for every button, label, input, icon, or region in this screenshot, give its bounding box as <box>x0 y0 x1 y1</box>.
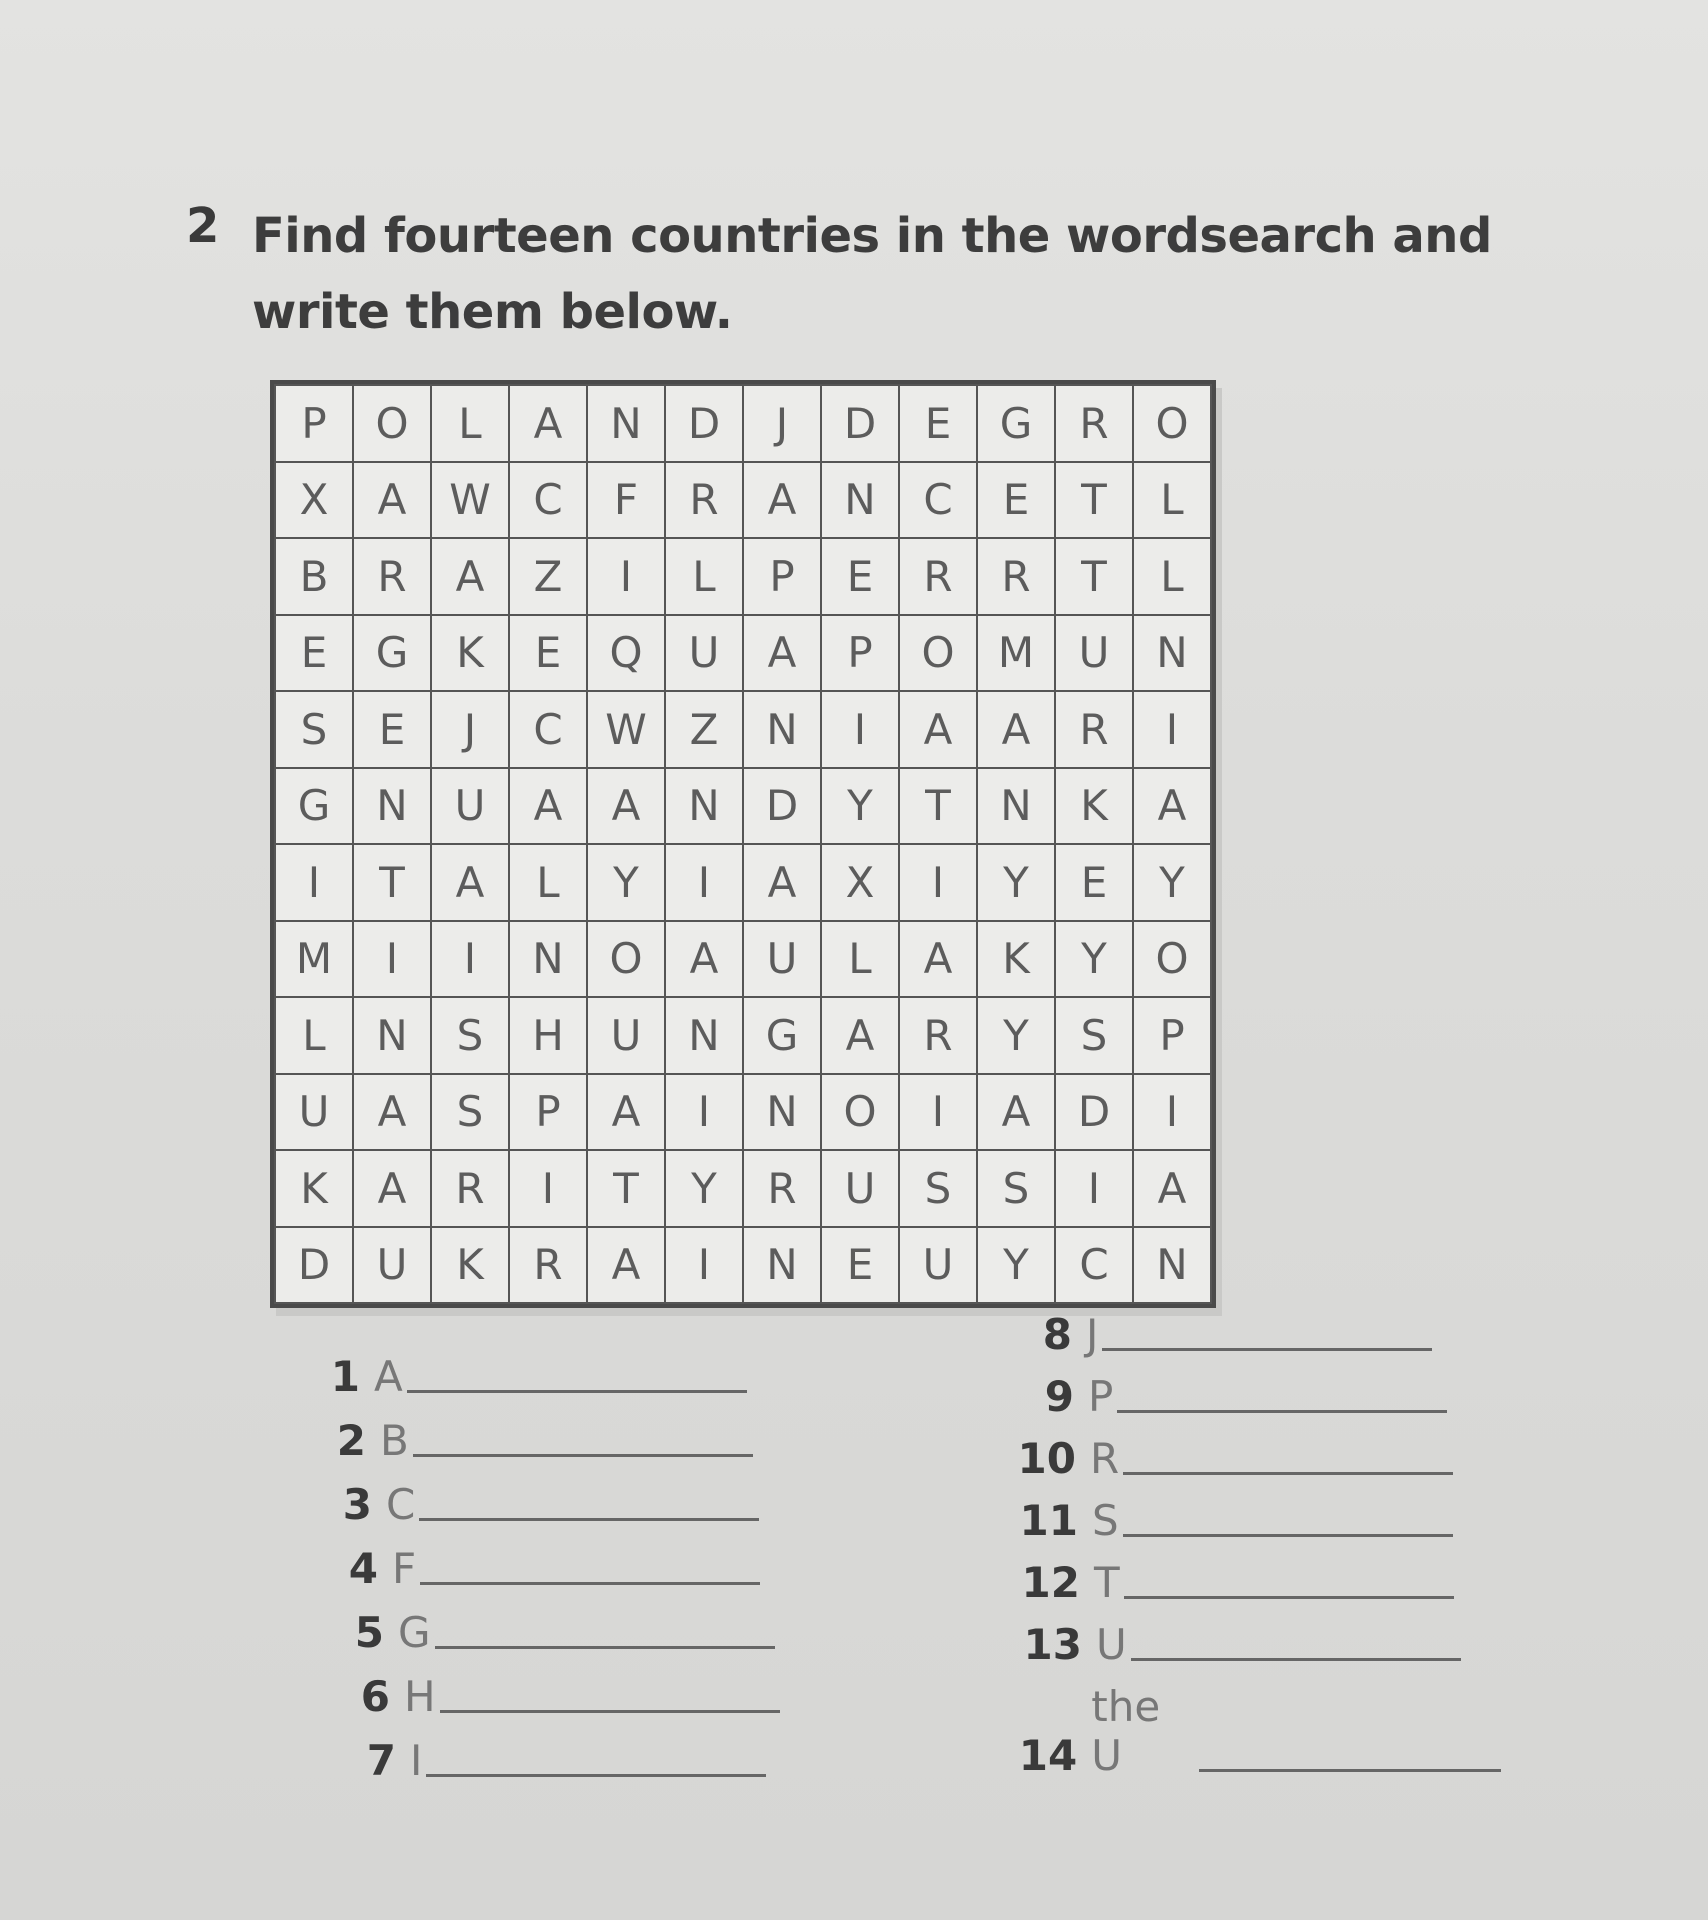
grid-cell[interactable]: L <box>509 844 587 921</box>
grid-cell[interactable]: K <box>275 1150 353 1227</box>
answer-number: 3 <box>342 1480 372 1529</box>
grid-cell[interactable]: A <box>431 538 509 615</box>
grid-cell[interactable]: J <box>431 691 509 768</box>
grid-cell[interactable]: N <box>977 768 1055 845</box>
grid-row <box>275 768 1211 845</box>
grid-cell[interactable]: N <box>353 768 431 845</box>
answer-blank-line[interactable] <box>420 1582 760 1585</box>
grid-cell[interactable]: C <box>899 462 977 539</box>
grid-cell[interactable]: L <box>665 538 743 615</box>
grid-cell[interactable]: A <box>353 1150 431 1227</box>
grid-cell[interactable]: P <box>509 1074 587 1151</box>
answer-number: 14 <box>1018 1731 1078 1780</box>
grid-cell[interactable]: O <box>899 615 977 692</box>
grid-cell[interactable]: L <box>1133 538 1211 615</box>
grid-cell[interactable]: A <box>977 691 1055 768</box>
grid-cell[interactable]: L <box>1133 462 1211 539</box>
grid-cell[interactable]: U <box>353 1227 431 1304</box>
answer-item <box>1002 1620 1461 1669</box>
grid-cell[interactable]: Q <box>587 615 665 692</box>
answer-number: 6 <box>360 1672 390 1721</box>
answer-number: 1 <box>330 1352 360 1401</box>
answer-item <box>330 1672 780 1721</box>
grid-cell[interactable]: M <box>275 921 353 998</box>
grid-cell[interactable]: E <box>821 1227 899 1304</box>
grid-row <box>275 691 1211 768</box>
grid-cell[interactable]: P <box>821 615 899 692</box>
grid-cell[interactable]: W <box>431 462 509 539</box>
grid-cell[interactable]: A <box>899 691 977 768</box>
grid-cell[interactable]: X <box>821 844 899 921</box>
answer-number: 9 <box>1044 1372 1074 1421</box>
grid-row <box>275 1074 1211 1151</box>
answer-item <box>336 1736 766 1785</box>
grid-cell[interactable]: N <box>665 997 743 1074</box>
answer-number: 7 <box>366 1736 396 1785</box>
grid-cell[interactable]: E <box>977 462 1055 539</box>
grid-cell[interactable]: Y <box>1133 844 1211 921</box>
grid-cell[interactable]: I <box>1133 691 1211 768</box>
grid-cell[interactable]: G <box>977 385 1055 462</box>
answer-initial-letter: U <box>1096 1620 1127 1669</box>
grid-cell[interactable]: A <box>1133 1150 1211 1227</box>
grid-cell[interactable]: U <box>665 615 743 692</box>
grid-cell[interactable]: L <box>821 921 899 998</box>
grid-cell[interactable]: K <box>977 921 1055 998</box>
answer-item <box>1004 1682 1501 1780</box>
grid-cell[interactable]: A <box>587 768 665 845</box>
grid-cell[interactable]: O <box>821 1074 899 1151</box>
grid-cell[interactable]: T <box>587 1150 665 1227</box>
grid-cell[interactable]: A <box>431 844 509 921</box>
grid-cell[interactable]: E <box>821 538 899 615</box>
grid-cell[interactable]: D <box>743 768 821 845</box>
grid-cell[interactable]: A <box>353 1074 431 1151</box>
grid-cell[interactable]: Y <box>665 1150 743 1227</box>
grid-cell[interactable]: C <box>509 462 587 539</box>
grid-cell[interactable]: N <box>1133 615 1211 692</box>
answer-number: 5 <box>354 1608 384 1657</box>
grid-cell[interactable]: R <box>353 538 431 615</box>
answer-initial-letter: T <box>1094 1558 1120 1607</box>
answer-blank-line[interactable] <box>1102 1348 1432 1351</box>
grid-cell[interactable]: A <box>509 385 587 462</box>
grid-cell[interactable]: T <box>1055 462 1133 539</box>
grid-cell[interactable]: T <box>1055 538 1133 615</box>
grid-cell[interactable]: A <box>587 1227 665 1304</box>
grid-cell[interactable]: R <box>509 1227 587 1304</box>
exercise-number: 2 <box>186 198 220 254</box>
grid-cell[interactable]: Y <box>587 844 665 921</box>
grid-row <box>275 997 1211 1074</box>
grid-cell[interactable]: S <box>1055 997 1133 1074</box>
grid-cell[interactable]: I <box>821 691 899 768</box>
grid-cell[interactable]: Y <box>977 844 1055 921</box>
answer-item <box>312 1480 759 1529</box>
grid-cell[interactable]: J <box>743 385 821 462</box>
grid-cell[interactable]: I <box>587 538 665 615</box>
grid-cell[interactable]: E <box>275 615 353 692</box>
answer-number: 8 <box>1042 1310 1072 1359</box>
grid-cell[interactable]: S <box>431 1074 509 1151</box>
grid-cell[interactable]: N <box>353 997 431 1074</box>
grid-cell[interactable]: N <box>1133 1227 1211 1304</box>
grid-cell[interactable]: G <box>353 615 431 692</box>
grid-cell[interactable]: E <box>1055 844 1133 921</box>
answer-number: 11 <box>1019 1496 1078 1545</box>
answer-initial-letter: C <box>386 1480 416 1529</box>
answer-initial-letter: the U <box>1091 1682 1161 1780</box>
grid-cell[interactable]: R <box>665 462 743 539</box>
grid-cell[interactable]: I <box>665 1074 743 1151</box>
grid-cell[interactable]: W <box>587 691 665 768</box>
grid-cell[interactable]: X <box>275 462 353 539</box>
grid-cell[interactable]: A <box>743 462 821 539</box>
answer-item <box>306 1416 753 1465</box>
grid-cell[interactable]: C <box>1055 1227 1133 1304</box>
answer-blank-line[interactable] <box>1117 1410 1447 1413</box>
grid-cell[interactable]: G <box>743 997 821 1074</box>
grid-cell[interactable]: N <box>509 921 587 998</box>
grid-cell[interactable]: O <box>1133 385 1211 462</box>
answer-blank-line[interactable] <box>435 1646 775 1649</box>
grid-cell[interactable]: I <box>1133 1074 1211 1151</box>
wordsearch-grid <box>270 380 1216 1308</box>
grid-cell[interactable]: Y <box>821 768 899 845</box>
answer-blank-line[interactable] <box>419 1518 759 1521</box>
grid-cell[interactable]: R <box>899 538 977 615</box>
grid-cell[interactable]: C <box>509 691 587 768</box>
grid-cell[interactable]: M <box>977 615 1055 692</box>
grid-cell[interactable]: U <box>821 1150 899 1227</box>
grid-cell[interactable]: R <box>977 538 1055 615</box>
grid-cell[interactable]: Y <box>1055 921 1133 998</box>
grid-cell[interactable]: F <box>587 462 665 539</box>
grid-cell[interactable]: U <box>743 921 821 998</box>
grid-cell[interactable]: I <box>899 844 977 921</box>
answer-blank-line[interactable] <box>413 1454 753 1457</box>
grid-cell[interactable]: S <box>977 1150 1055 1227</box>
grid-cell[interactable]: A <box>587 1074 665 1151</box>
grid-cell[interactable]: K <box>431 615 509 692</box>
grid-cell[interactable]: K <box>1055 768 1133 845</box>
grid-row <box>275 385 1211 462</box>
answer-initial-letter: R <box>1090 1434 1120 1483</box>
answer-item <box>992 1310 1432 1359</box>
answer-initial-letter: H <box>404 1672 436 1721</box>
grid-cell[interactable]: R <box>1055 691 1133 768</box>
answer-blank-line[interactable] <box>440 1710 780 1713</box>
grid-row <box>275 615 1211 692</box>
answer-initial-letter: B <box>380 1416 409 1465</box>
grid-cell[interactable]: H <box>509 997 587 1074</box>
answer-blank-line[interactable] <box>1123 1534 1453 1537</box>
answer-number: 4 <box>348 1544 378 1593</box>
grid-cell[interactable]: D <box>275 1227 353 1304</box>
grid-row <box>275 1150 1211 1227</box>
grid-cell[interactable]: B <box>275 538 353 615</box>
answer-blank-line[interactable] <box>1124 1596 1454 1599</box>
grid-cell[interactable]: S <box>899 1150 977 1227</box>
grid-row <box>275 1227 1211 1304</box>
grid-cell[interactable]: E <box>509 615 587 692</box>
answer-number: 13 <box>1023 1620 1082 1669</box>
grid-cell[interactable]: A <box>743 844 821 921</box>
grid-cell[interactable]: U <box>275 1074 353 1151</box>
grid-cell[interactable]: N <box>665 768 743 845</box>
grid-cell[interactable]: N <box>821 462 899 539</box>
grid-cell[interactable]: Z <box>665 691 743 768</box>
grid-cell[interactable]: O <box>587 921 665 998</box>
grid-cell[interactable]: T <box>899 768 977 845</box>
answer-initial-letter: I <box>410 1736 423 1785</box>
grid-cell[interactable]: D <box>665 385 743 462</box>
grid-cell[interactable]: I <box>509 1150 587 1227</box>
grid-cell[interactable]: L <box>275 997 353 1074</box>
grid-cell[interactable]: I <box>665 844 743 921</box>
grid-cell[interactable]: A <box>977 1074 1055 1151</box>
answer-item <box>324 1608 775 1657</box>
grid-cell[interactable]: G <box>275 768 353 845</box>
answer-initial-letter: P <box>1088 1372 1114 1421</box>
grid-cell[interactable]: U <box>431 768 509 845</box>
grid-cell[interactable]: N <box>743 1227 821 1304</box>
grid-cell[interactable]: L <box>431 385 509 462</box>
grid-cell[interactable]: D <box>1055 1074 1133 1151</box>
grid-cell[interactable]: S <box>431 997 509 1074</box>
grid-cell[interactable]: A <box>665 921 743 998</box>
answer-blank-line[interactable] <box>1131 1658 1461 1661</box>
grid-cell[interactable]: A <box>1133 768 1211 845</box>
grid-cell[interactable]: O <box>353 385 431 462</box>
grid-row <box>275 538 1211 615</box>
grid-cell[interactable]: Y <box>977 997 1055 1074</box>
answer-initial-letter: G <box>398 1608 431 1657</box>
grid-cell[interactable]: I <box>899 1074 977 1151</box>
grid-cell[interactable]: N <box>743 1074 821 1151</box>
answer-item <box>318 1544 760 1593</box>
grid-cell[interactable]: U <box>1055 615 1133 692</box>
answer-blank-line[interactable] <box>407 1390 747 1393</box>
answer-initial-letter: A <box>374 1352 403 1401</box>
answer-initial-letter: F <box>392 1544 417 1593</box>
grid-cell[interactable]: N <box>743 691 821 768</box>
answer-item <box>994 1372 1447 1421</box>
grid-cell[interactable]: Y <box>977 1227 1055 1304</box>
grid-cell[interactable]: A <box>353 462 431 539</box>
grid-cell[interactable]: Z <box>509 538 587 615</box>
grid-cell[interactable]: P <box>275 385 353 462</box>
answer-initial-letter: S <box>1092 1496 1119 1545</box>
grid-cell[interactable]: I <box>431 921 509 998</box>
grid-cell[interactable]: R <box>899 997 977 1074</box>
answer-item <box>1000 1558 1454 1607</box>
answer-number: 12 <box>1021 1558 1080 1607</box>
answer-number: 10 <box>1017 1434 1076 1483</box>
grid-cell[interactable]: I <box>353 921 431 998</box>
grid-cell[interactable]: A <box>899 921 977 998</box>
grid-cell[interactable]: E <box>899 385 977 462</box>
grid-cell[interactable]: U <box>587 997 665 1074</box>
grid-cell[interactable]: U <box>899 1227 977 1304</box>
grid-cell[interactable]: E <box>353 691 431 768</box>
grid-cell[interactable]: R <box>743 1150 821 1227</box>
grid-cell[interactable]: S <box>275 691 353 768</box>
answer-blank-line[interactable] <box>1199 1769 1501 1772</box>
grid-cell[interactable]: T <box>353 844 431 921</box>
grid-cell[interactable]: A <box>821 997 899 1074</box>
grid-cell[interactable]: R <box>1055 385 1133 462</box>
grid-cell[interactable]: I <box>1055 1150 1133 1227</box>
grid-row <box>275 921 1211 998</box>
grid-cell[interactable]: K <box>431 1227 509 1304</box>
answer-item <box>998 1496 1453 1545</box>
answer-number: 2 <box>336 1416 366 1465</box>
exercise-instruction: Find fourteen countries in the wordsearch and write them below. <box>252 208 1492 340</box>
grid-cell[interactable]: A <box>509 768 587 845</box>
answer-blank-line[interactable] <box>1123 1472 1453 1475</box>
grid-cell[interactable]: O <box>1133 921 1211 998</box>
grid-cell[interactable]: N <box>587 385 665 462</box>
grid-cell[interactable]: P <box>743 538 821 615</box>
grid-cell[interactable]: R <box>431 1150 509 1227</box>
answer-item <box>996 1434 1453 1483</box>
grid-row <box>275 844 1211 921</box>
grid-cell[interactable]: D <box>821 385 899 462</box>
answer-blank-line[interactable] <box>426 1774 766 1777</box>
answer-item <box>300 1352 747 1401</box>
answer-initial-letter: J <box>1086 1310 1099 1359</box>
wordsearch-table <box>274 384 1212 1304</box>
grid-cell[interactable]: P <box>1133 997 1211 1074</box>
grid-cell[interactable]: I <box>665 1227 743 1304</box>
grid-cell[interactable]: A <box>743 615 821 692</box>
grid-cell[interactable]: I <box>275 844 353 921</box>
grid-row <box>275 462 1211 539</box>
